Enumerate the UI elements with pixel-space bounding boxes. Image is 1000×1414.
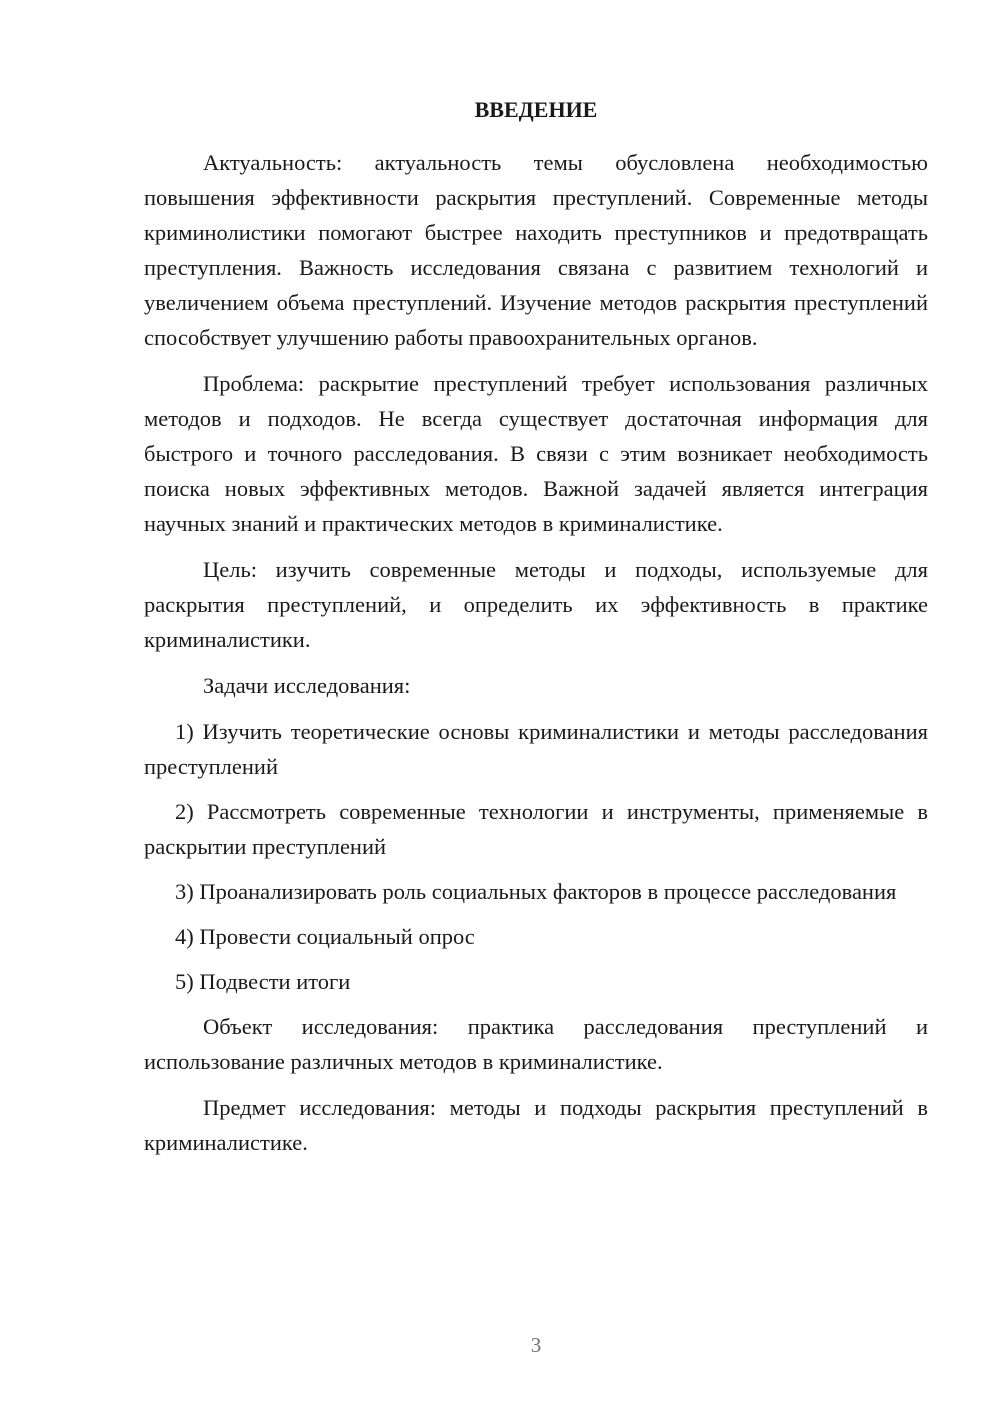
object-paragraph: Объект исследования: практика расследования преступлений и использование различных методов в криминалистике. bbox=[144, 1014, 928, 1074]
task-item-4: 4) Провести социальный опрос bbox=[175, 924, 475, 949]
subject-paragraph: Предмет исследования: методы и подходы раскрытия преступлений в криминалистике. bbox=[144, 1095, 928, 1155]
task-item-3: 3) Проанализировать роль социальных факторов в процессе расследования bbox=[175, 879, 897, 904]
task-item-2: 2) Рассмотреть современные технологии и инструменты, применяемые в раскрытии преступлений bbox=[144, 799, 928, 859]
relevance-paragraph: Актуальность: актуальность темы обусловлена необходимостью повышения эффективности раскрытия преступлений. Современные методы криминолистики помогают быстрее находить преступников и предотвращать преступления. Важность исследования связана с развитием технологий и увеличением объема преступлений. Изучение методов раскрытия преступлений способствует улучшению работы правоохранительных органов. bbox=[144, 150, 928, 350]
document-page bbox=[144, 92, 928, 1171]
goal-paragraph: Цель: изучить современные методы и подходы, используемые для раскрытия преступлений, и определить их эффективность в практике криминалистики. bbox=[144, 557, 928, 652]
problem-paragraph: Проблема: раскрытие преступлений требует использования различных методов и подходов. Не всегда существует достаточная информация для быстрого и точного расследования. В связи с этим возникает необходимость поиска новых эффективных методов. Важной задачей является интеграция научных знаний и практических методов в криминалистике. bbox=[144, 371, 928, 536]
task-item-5: 5) Подвести итоги bbox=[175, 969, 351, 994]
section-title: ВВЕДЕНИЕ bbox=[474, 97, 598, 122]
tasks-heading: Задачи исследования: bbox=[203, 673, 411, 698]
task-item-1: 1) Изучить теоретические основы криминалистики и методы расследования преступлений bbox=[144, 719, 928, 779]
page-number: 3 bbox=[530, 1333, 542, 1357]
